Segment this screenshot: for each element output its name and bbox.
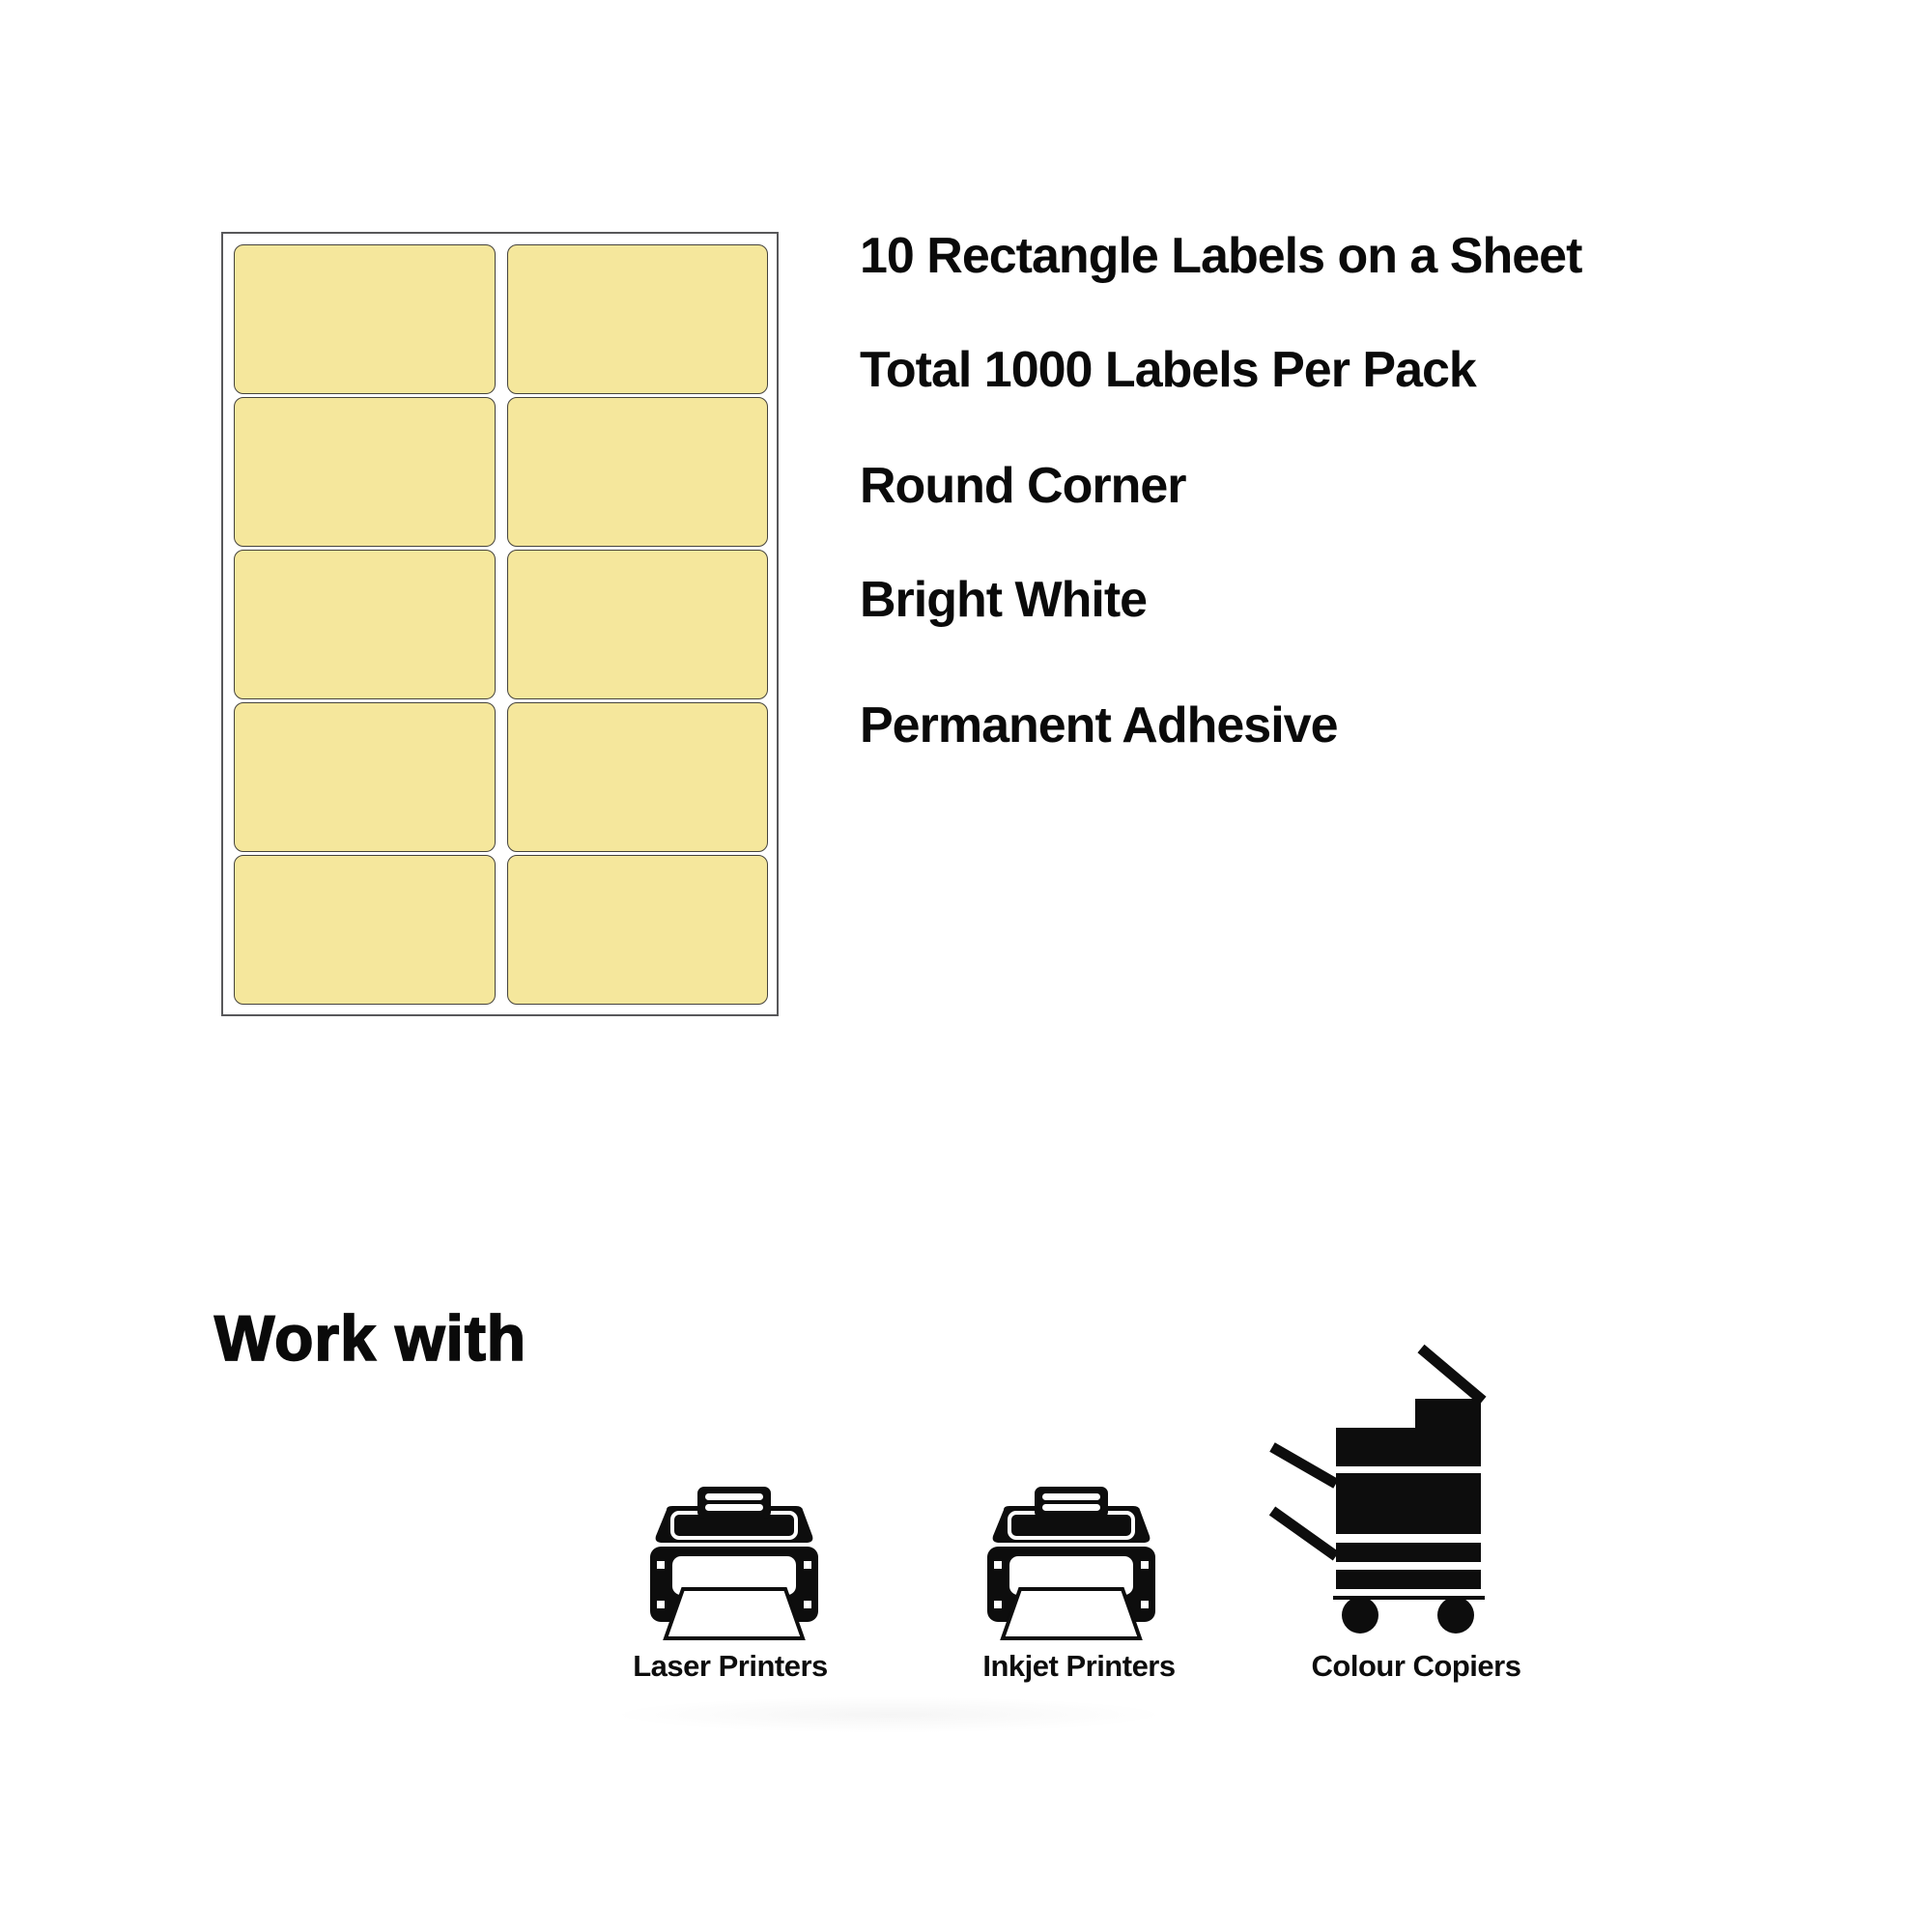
label-cell bbox=[234, 702, 496, 852]
inkjet-printer-icon bbox=[980, 1481, 1163, 1647]
label-cell bbox=[234, 550, 496, 699]
compat-label-laser: Laser Printers bbox=[633, 1649, 828, 1683]
label-sheet-preview bbox=[221, 232, 779, 1016]
label-cell bbox=[507, 550, 769, 699]
colour-copier-icon bbox=[1268, 1344, 1491, 1635]
label-cell bbox=[234, 244, 496, 394]
laser-printer-icon bbox=[642, 1481, 826, 1647]
label-cell bbox=[507, 702, 769, 852]
label-cell bbox=[507, 244, 769, 394]
feature-line: Round Corner bbox=[860, 458, 1186, 514]
feature-line: Total 1000 Labels Per Pack bbox=[860, 342, 1476, 398]
ground-shadow bbox=[609, 1696, 1169, 1733]
work-with-heading: Work with bbox=[214, 1302, 527, 1374]
feature-line: Permanent Adhesive bbox=[860, 697, 1338, 753]
label-cell bbox=[507, 397, 769, 547]
feature-line: 10 Rectangle Labels on a Sheet bbox=[860, 228, 1582, 284]
label-cell bbox=[234, 397, 496, 547]
compat-label-inkjet: Inkjet Printers bbox=[982, 1649, 1176, 1683]
feature-line: Bright White bbox=[860, 572, 1148, 628]
label-cell bbox=[507, 855, 769, 1005]
compat-label-copier: Colour Copiers bbox=[1311, 1649, 1521, 1683]
label-grid bbox=[223, 234, 777, 1014]
label-cell bbox=[234, 855, 496, 1005]
